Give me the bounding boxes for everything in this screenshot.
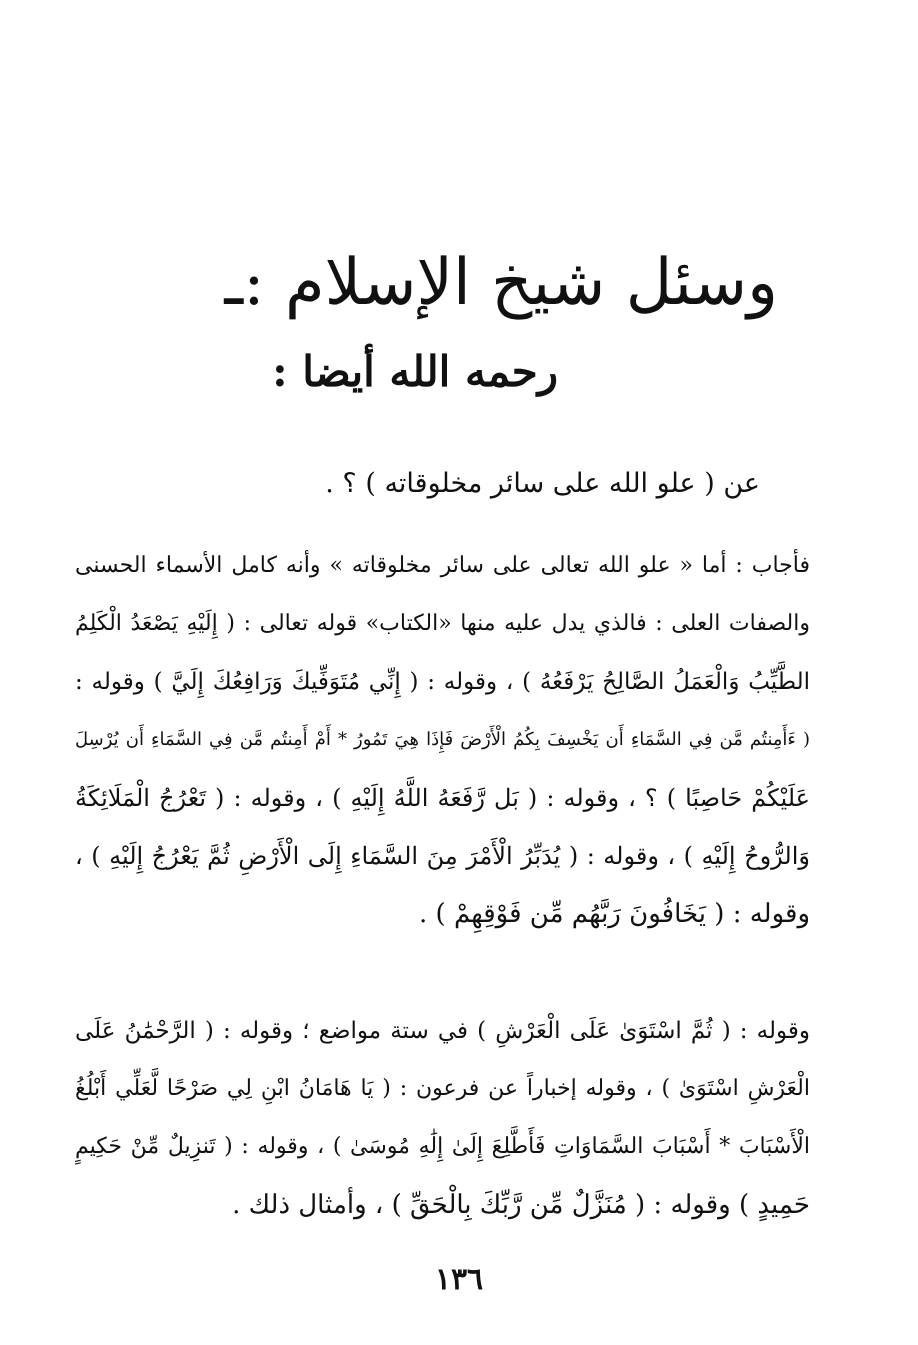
- page-number: ١٣٦: [434, 1262, 484, 1297]
- answer-paragraph: [75, 537, 810, 943]
- paragraph-line: وَالرُّوحُ إِلَيْهِ ) ، وقوله : ( يُدَبِّرُ الْأَمْرَ مِنَ السَّمَاءِ إِلَى الْأَرْضِ ثُمَّ يَعْرُجُ إِلَيْهِ ) ،: [75, 842, 810, 870]
- paragraph-line: وقوله : ( ثُمَّ اسْتَوَىٰ عَلَى الْعَرْشِ ) في ستة مواضع ؛ وقوله : ( الرَّحْمَٰنُ عَلَى: [75, 1018, 810, 1044]
- question-text: عن ( علو الله على سائر مخلوقاته ) ؟ .: [325, 468, 760, 499]
- paragraph-line: وقوله : ( يَخَافُونَ رَبَّهُم مِّن فَوْقِهِمْ ) .: [419, 899, 810, 929]
- paragraph-line: فأجاب : أما « علو الله تعالى على سائر مخلوقاته » وأنه كامل الأسماء الحسنى: [75, 553, 810, 578]
- paragraph-line: الْعَرْشِ اسْتَوَىٰ ) ، وقوله إخباراً عن فرعون : ( يَا هَامَانُ ابْنِ لِي صَرْحًا لَّعَلِّي أَبْلُغُ: [75, 1076, 810, 1101]
- paragraph-line: عَلَيْكُمْ حَاصِبًا ) ؟ ، وقوله : ( بَل رَّفَعَهُ اللَّهُ إِلَيْهِ ) ، وقوله : ( تَعْرُجُ الْمَلَائِكَةُ: [75, 784, 810, 812]
- paragraph-line: والصفات العلى : فالذي يدل عليه منها «الكتاب» قوله تعالى : ( إِلَيْهِ يَصْعَدُ الْكَلِمُ: [75, 611, 810, 636]
- chapter-title: وسئل شيخ الإسلام :ـ: [224, 246, 778, 320]
- paragraph-line: الْأَسْبَابَ * أَسْبَابَ السَّمَاوَاتِ فَأَطَّلِعَ إِلَىٰ إِلَٰهِ مُوسَىٰ ) ، وقوله : ( تَنزِيلٌ مِّنْ حَكِيمٍ: [75, 1134, 810, 1159]
- paragraph-line: الطَّيِّبُ وَالْعَمَلُ الصَّالِحُ يَرْفَعُهُ ) ، وقوله : ( إِنِّي مُتَوَفِّيكَ وَرَافِعُكَ إِلَيَّ ) وقوله :: [75, 669, 810, 695]
- chapter-subtitle: رحمه الله أيضا :: [272, 347, 558, 396]
- second-paragraph: [75, 1002, 810, 1234]
- paragraph-line: حَمِيدٍ ) وقوله : ( مُنَزَّلٌ مِّن رَّبِّكَ بِالْحَقِّ ) ، وأمثال ذلك .: [232, 1190, 810, 1220]
- paragraph-line: ( ءَأَمِنتُم مَّن فِي السَّمَاءِ أَن يَخْسِفَ بِكُمُ الْأَرْضَ فَإِذَا هِيَ تَمُورُ * أَمْ أَمِنتُم مَّن فِي السَّمَاءِ أَن يُرْسِلَ: [75, 729, 810, 750]
